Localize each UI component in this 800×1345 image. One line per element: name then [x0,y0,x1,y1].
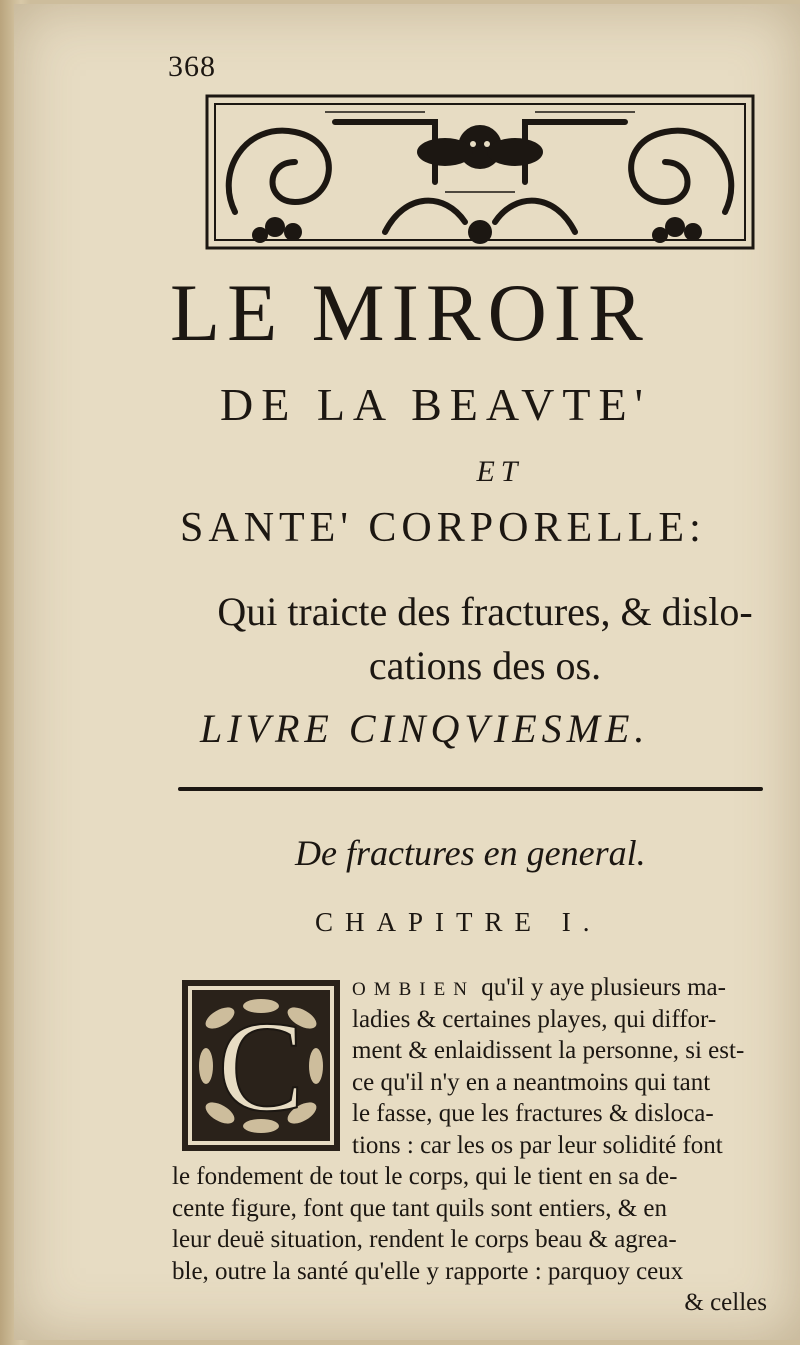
text-line: tions : car les os par leur solidité font [352,1131,723,1159]
text-line [172,972,787,1004]
description-line-1: Qui traicte des fractures, & dislo- [217,589,753,634]
title-conjunction: ET [476,455,524,488]
divider-rule [178,787,763,791]
chapter-number: CHAPITRE I. [315,907,602,937]
dropcap-letter: C [217,995,305,1139]
text-line: ment & enlaidissent la personne, si est- [352,1037,745,1064]
ornament-headpiece [205,92,755,252]
line-text: qu'il y aye plusieurs ma- [474,974,726,1001]
text-line: le fondement de tout le corps, qui le tient en sa de- [172,1163,678,1190]
text-line: ladies & certaines playes, qui diffor- [352,1005,717,1033]
title-subtitle-2: SANTE' CORPORELLE: [180,505,706,551]
page-number: 368 [168,50,216,83]
catchword: & celles [684,1289,767,1316]
text-line: ble, outre la santé qu'elle y rapporte : parquoy ceux [172,1257,684,1285]
text-line: ce qu'il n'y en a neantmoins qui tant [352,1068,711,1096]
text-line: leur deuë situation, rendent le corps beau & agrea- [172,1226,677,1253]
book-label: LIVRE CINQVIESME. [200,706,650,751]
title-subtitle: DE LA BEAVTE' [220,379,651,430]
smallcaps-word: OMBIEN [352,979,475,1000]
chapter-heading: De fractures en general. [295,833,646,873]
title-description [195,585,775,693]
body-text [172,972,787,1319]
description-line-2: cations des os. [368,643,602,688]
title-main: LE MIROIR [170,267,650,358]
text-line: cente figure, font que tant quils sont entiers, & en [172,1194,668,1222]
text-line: le fasse, que les fractures & disloca- [352,1100,714,1127]
